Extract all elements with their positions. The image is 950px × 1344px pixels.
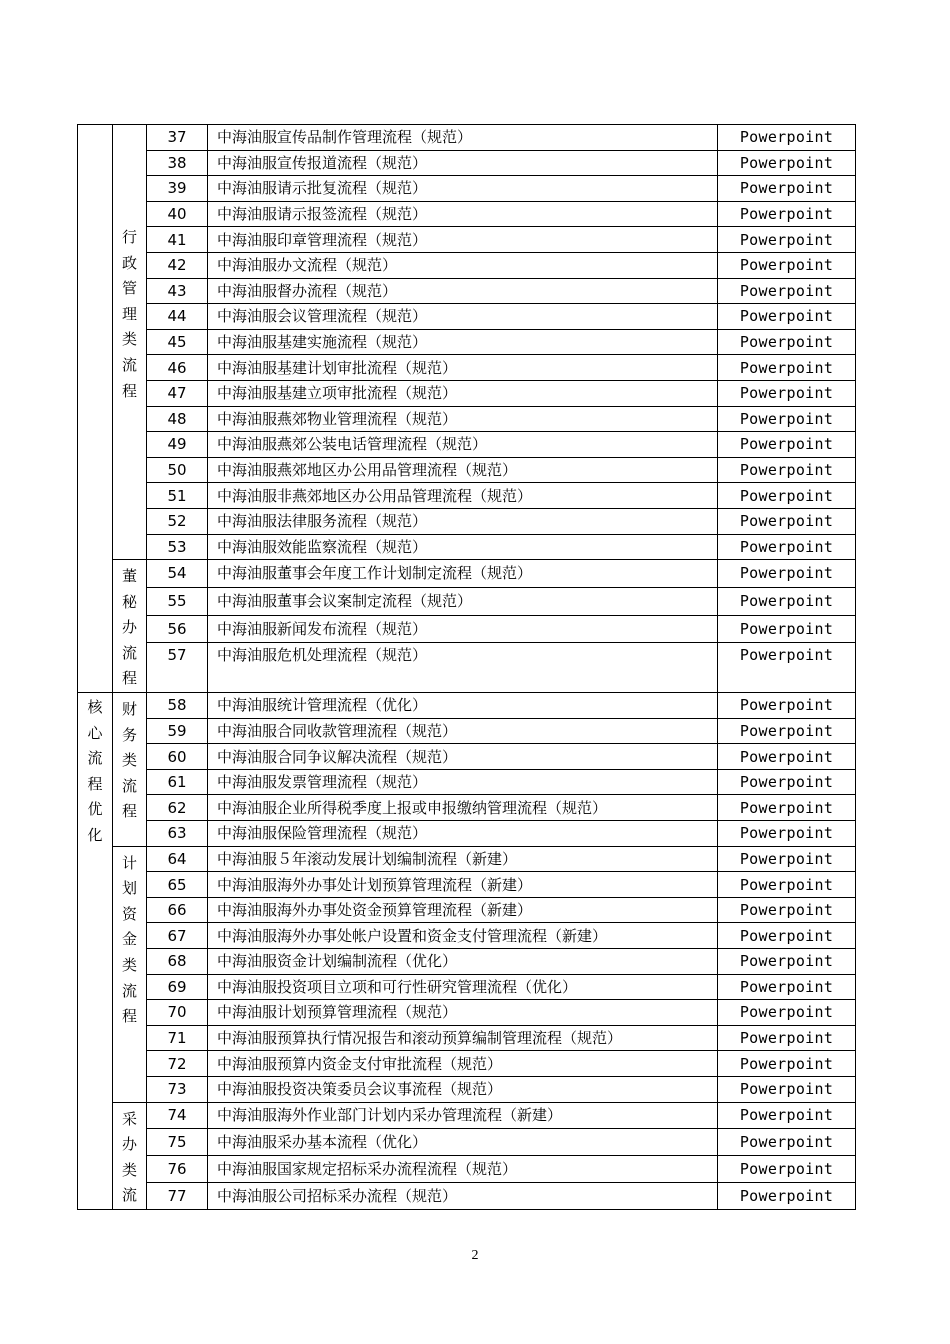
table-row — [78, 587, 856, 615]
row-number: 61 — [147, 769, 208, 795]
process-name: 中海油服海外办事处计划预算管理流程（新建） — [208, 872, 718, 898]
file-format: Powerpoint — [718, 923, 856, 949]
row-number: 55 — [147, 587, 208, 615]
process-name: 中海油服投资决策委员会议事流程（规范） — [208, 1076, 718, 1102]
table-row — [78, 227, 856, 253]
row-number: 54 — [147, 560, 208, 588]
process-name: 中海油服燕郊物业管理流程（规范） — [208, 406, 718, 432]
file-format: Powerpoint — [718, 329, 856, 355]
table-row — [78, 432, 856, 458]
row-number: 37 — [147, 125, 208, 151]
file-format: Powerpoint — [718, 587, 856, 615]
row-number: 44 — [147, 304, 208, 330]
table-row — [78, 643, 856, 693]
table-row — [78, 795, 856, 821]
file-format: Powerpoint — [718, 949, 856, 975]
table-row — [78, 355, 856, 381]
table-row — [78, 1129, 856, 1156]
table-row — [78, 1183, 856, 1210]
category-level1-label: 核心流程优化 — [87, 698, 103, 845]
row-number: 59 — [147, 718, 208, 744]
table-row — [78, 974, 856, 1000]
row-number: 66 — [147, 897, 208, 923]
table-row — [78, 508, 856, 534]
file-format: Powerpoint — [718, 1076, 856, 1102]
file-format: Powerpoint — [718, 1102, 856, 1129]
file-format: Powerpoint — [718, 406, 856, 432]
category-level1-cell — [78, 693, 113, 1210]
process-name: 中海油服预算内资金支付审批流程（规范） — [208, 1051, 718, 1077]
file-format: Powerpoint — [718, 380, 856, 406]
table-row — [78, 150, 856, 176]
row-number: 58 — [147, 693, 208, 719]
row-number: 69 — [147, 974, 208, 1000]
category-level2-cell — [113, 560, 147, 693]
file-format: Powerpoint — [718, 821, 856, 847]
page-number: 2 — [471, 1248, 479, 1263]
process-name: 中海油服预算执行情况报告和滚动预算编制管理流程（规范） — [208, 1025, 718, 1051]
file-format: Powerpoint — [718, 457, 856, 483]
table-row — [78, 534, 856, 560]
table-row — [78, 125, 856, 151]
file-format: Powerpoint — [718, 227, 856, 253]
table-row — [78, 1025, 856, 1051]
file-format: Powerpoint — [718, 1183, 856, 1210]
table-row — [78, 872, 856, 898]
process-name: 中海油服董事会年度工作计划制定流程（规范） — [208, 560, 718, 588]
table-row — [78, 693, 856, 719]
file-format: Powerpoint — [718, 1156, 856, 1183]
row-number: 43 — [147, 278, 208, 304]
process-name: 中海油服法律服务流程（规范） — [208, 508, 718, 534]
category-level1-cell — [78, 125, 113, 693]
process-name: 中海油服资金计划编制流程（优化） — [208, 949, 718, 975]
table-row — [78, 304, 856, 330]
row-number: 41 — [147, 227, 208, 253]
process-name: 中海油服董事会议案制定流程（规范） — [208, 587, 718, 615]
process-name: 中海油服基建立项审批流程（规范） — [208, 380, 718, 406]
row-number: 47 — [147, 380, 208, 406]
process-name: 中海油服国家规定招标采办流程流程（规范） — [208, 1156, 718, 1183]
process-name: 中海油服采办基本流程（优化） — [208, 1129, 718, 1156]
process-name: 中海油服海外作业部门计划内采办管理流程（新建） — [208, 1102, 718, 1129]
table-row — [78, 329, 856, 355]
process-name: 中海油服投资项目立项和可行性研究管理流程（优化） — [208, 974, 718, 1000]
process-name: 中海油服会议管理流程（规范） — [208, 304, 718, 330]
file-format: Powerpoint — [718, 560, 856, 588]
process-name: 中海油服计划预算管理流程（规范） — [208, 1000, 718, 1026]
table-row — [78, 1076, 856, 1102]
file-format: Powerpoint — [718, 252, 856, 278]
file-format: Powerpoint — [718, 846, 856, 872]
table-row — [78, 252, 856, 278]
row-number: 62 — [147, 795, 208, 821]
row-number: 56 — [147, 615, 208, 643]
table-row — [78, 744, 856, 770]
table-row — [78, 1051, 856, 1077]
file-format: Powerpoint — [718, 1051, 856, 1077]
process-name: 中海油服基建实施流程（规范） — [208, 329, 718, 355]
row-number: 46 — [147, 355, 208, 381]
category-level2-label: 董秘办流程 — [121, 567, 137, 688]
file-format: Powerpoint — [718, 872, 856, 898]
table-row — [78, 1102, 856, 1129]
table-row — [78, 897, 856, 923]
table-row — [78, 176, 856, 202]
row-number: 74 — [147, 1102, 208, 1129]
file-format: Powerpoint — [718, 125, 856, 151]
table-row — [78, 483, 856, 509]
file-format: Powerpoint — [718, 201, 856, 227]
process-name: 中海油服企业所得税季度上报或申报缴纳管理流程（规范） — [208, 795, 718, 821]
table-row — [78, 1156, 856, 1183]
file-format: Powerpoint — [718, 1000, 856, 1026]
file-format: Powerpoint — [718, 897, 856, 923]
process-name: 中海油服宣传品制作管理流程（规范） — [208, 125, 718, 151]
process-name: 中海油服效能监察流程（规范） — [208, 534, 718, 560]
category-level2-cell — [113, 693, 147, 847]
process-name: 中海油服办文流程（规范） — [208, 252, 718, 278]
process-name: 中海油服新闻发布流程（规范） — [208, 615, 718, 643]
file-format: Powerpoint — [718, 693, 856, 719]
process-name: 中海油服燕郊公装电话管理流程（规范） — [208, 432, 718, 458]
process-name: 中海油服危机处理流程（规范） — [208, 643, 718, 693]
table-row — [78, 380, 856, 406]
process-name: 中海油服印章管理流程（规范） — [208, 227, 718, 253]
row-number: 51 — [147, 483, 208, 509]
file-format: Powerpoint — [718, 304, 856, 330]
process-name: 中海油服非燕郊地区办公用品管理流程（规范） — [208, 483, 718, 509]
process-name: 中海油服合同争议解决流程（规范） — [208, 744, 718, 770]
file-format: Powerpoint — [718, 769, 856, 795]
row-number: 76 — [147, 1156, 208, 1183]
category-level2-cell — [113, 1102, 147, 1209]
table-row — [78, 278, 856, 304]
table-row — [78, 560, 856, 588]
process-name: 中海油服保险管理流程（规范） — [208, 821, 718, 847]
process-name: 中海油服督办流程（规范） — [208, 278, 718, 304]
row-number: 57 — [147, 643, 208, 693]
file-format: Powerpoint — [718, 150, 856, 176]
file-format: Powerpoint — [718, 744, 856, 770]
row-number: 60 — [147, 744, 208, 770]
row-number: 65 — [147, 872, 208, 898]
table-body — [78, 125, 856, 1210]
file-format: Powerpoint — [718, 615, 856, 643]
table-row — [78, 846, 856, 872]
table-row — [78, 949, 856, 975]
row-number: 42 — [147, 252, 208, 278]
process-name: 中海油服请示报签流程（规范） — [208, 201, 718, 227]
row-number: 75 — [147, 1129, 208, 1156]
row-number: 67 — [147, 923, 208, 949]
file-format: Powerpoint — [718, 278, 856, 304]
row-number: 40 — [147, 201, 208, 227]
process-name: 中海油服发票管理流程（规范） — [208, 769, 718, 795]
file-format: Powerpoint — [718, 1129, 856, 1156]
table-row — [78, 406, 856, 432]
row-number: 71 — [147, 1025, 208, 1051]
process-name: 中海油服合同收款管理流程（规范） — [208, 718, 718, 744]
row-number: 38 — [147, 150, 208, 176]
row-number: 39 — [147, 176, 208, 202]
row-number: 52 — [147, 508, 208, 534]
row-number: 53 — [147, 534, 208, 560]
row-number: 68 — [147, 949, 208, 975]
file-format: Powerpoint — [718, 643, 856, 693]
table-row — [78, 457, 856, 483]
table-row — [78, 615, 856, 643]
process-name: 中海油服统计管理流程（优化） — [208, 693, 718, 719]
process-name: 中海油服海外办事处帐户设置和资金支付管理流程（新建） — [208, 923, 718, 949]
table-row — [78, 718, 856, 744]
table-row — [78, 821, 856, 847]
row-number: 45 — [147, 329, 208, 355]
process-name: 中海油服海外办事处资金预算管理流程（新建） — [208, 897, 718, 923]
file-format: Powerpoint — [718, 1025, 856, 1051]
row-number: 77 — [147, 1183, 208, 1210]
file-format: Powerpoint — [718, 483, 856, 509]
category-level2-label: 财务类流程 — [121, 700, 137, 821]
process-name: 中海油服宣传报道流程（规范） — [208, 150, 718, 176]
file-format: Powerpoint — [718, 718, 856, 744]
category-level2-label: 计划资金类流程 — [121, 853, 137, 1026]
process-name: 中海油服请示批复流程（规范） — [208, 176, 718, 202]
process-name: 中海油服基建计划审批流程（规范） — [208, 355, 718, 381]
file-format: Powerpoint — [718, 432, 856, 458]
process-name: 中海油服公司招标采办流程（规范） — [208, 1183, 718, 1210]
file-format: Powerpoint — [718, 508, 856, 534]
table-row — [78, 769, 856, 795]
row-number: 73 — [147, 1076, 208, 1102]
category-level2-label: 行政管理类流程 — [121, 228, 137, 400]
table-row — [78, 1000, 856, 1026]
row-number: 72 — [147, 1051, 208, 1077]
row-number: 49 — [147, 432, 208, 458]
category-level2-label: 采办类流 — [121, 1109, 137, 1205]
file-format: Powerpoint — [718, 355, 856, 381]
process-name: 中海油服燕郊地区办公用品管理流程（规范） — [208, 457, 718, 483]
row-number: 64 — [147, 846, 208, 872]
row-number: 50 — [147, 457, 208, 483]
table-row — [78, 201, 856, 227]
category-level2-cell — [113, 846, 147, 1102]
row-number: 63 — [147, 821, 208, 847]
process-name: 中海油服５年滚动发展计划编制流程（新建） — [208, 846, 718, 872]
file-format: Powerpoint — [718, 176, 856, 202]
table-row — [78, 923, 856, 949]
row-number: 70 — [147, 1000, 208, 1026]
category-level2-cell — [113, 125, 147, 560]
row-number: 48 — [147, 406, 208, 432]
file-format: Powerpoint — [718, 534, 856, 560]
file-format: Powerpoint — [718, 795, 856, 821]
file-format: Powerpoint — [718, 974, 856, 1000]
process-list-table — [77, 124, 856, 1210]
